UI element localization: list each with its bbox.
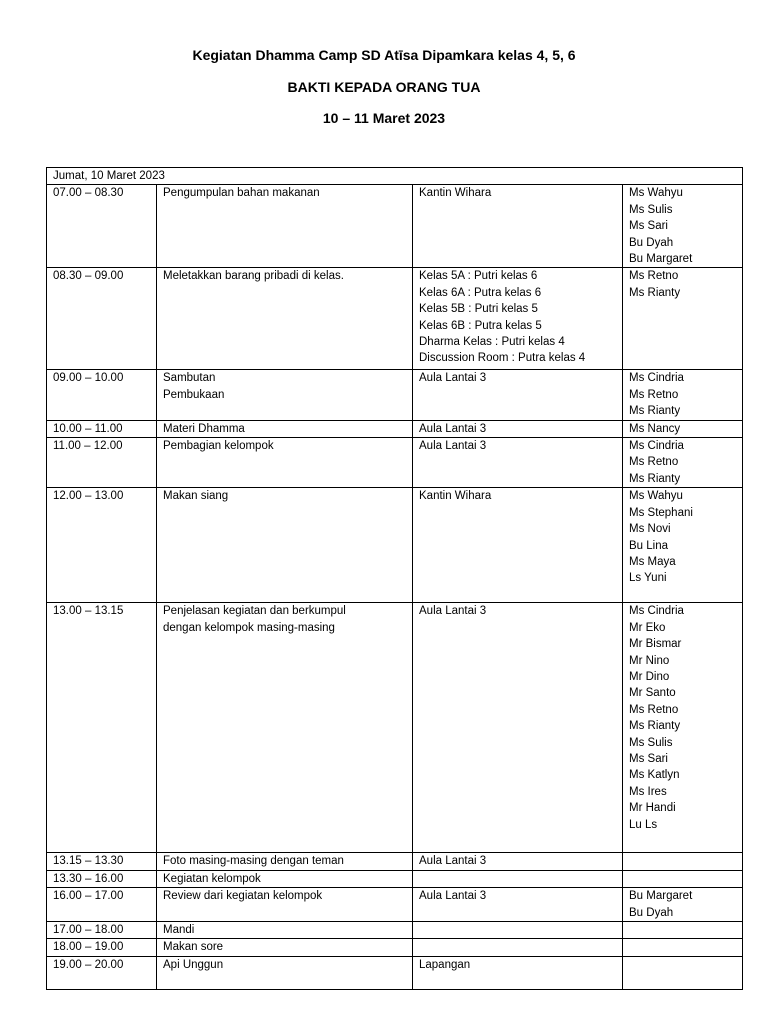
time-cell: 19.00 – 20.00 [47, 956, 157, 989]
pic-name: Bu Margaret [629, 253, 693, 266]
pic-name: Ms Sulis [629, 736, 673, 749]
activity-cell [157, 185, 413, 268]
pic-name: Ms Rianty [629, 720, 681, 733]
time-cell: 17.00 – 18.00 [47, 921, 157, 938]
activity-line: Kegiatan kelompok [163, 872, 261, 885]
time-cell: 13.00 – 13.15 [47, 603, 157, 853]
day-label: Jumat, 10 Maret 2023 [47, 168, 743, 185]
location-line: Aula Lantai 3 [419, 372, 487, 385]
pic-name: Mr Nino [629, 654, 670, 667]
activity-cell [157, 603, 413, 853]
activity-cell [157, 268, 413, 370]
location-line: Dharma Kelas : Putri kelas 4 [419, 336, 565, 349]
document-subtitle: BAKTI KEPADA ORANG TUA [287, 79, 481, 95]
location-line: Aula Lantai 3 [419, 855, 487, 868]
time-cell: 13.30 – 16.00 [47, 870, 157, 887]
pic-name: Ms Wahyu [629, 187, 683, 200]
activity-line: Materi Dhamma [163, 422, 245, 435]
pic-name: Mr Dino [629, 670, 670, 683]
pic-name: Ms Ires [629, 785, 667, 798]
location-cell [413, 420, 623, 437]
pic-name: Ms Stephani [629, 506, 693, 519]
pic-cell [623, 438, 743, 488]
time-cell: 12.00 – 13.00 [47, 488, 157, 603]
schedule-row [47, 921, 743, 938]
time-cell: 11.00 – 12.00 [47, 438, 157, 488]
pic-name: Mr Bismar [629, 638, 682, 651]
pic-name: Ms Rianty [629, 472, 681, 485]
schedule-row [47, 420, 743, 437]
location-cell [413, 853, 623, 870]
activity-cell [157, 888, 413, 922]
pic-name: Ms Retno [629, 388, 679, 401]
pic-name: Bu Margaret [629, 890, 693, 903]
location-cell [413, 603, 623, 853]
pic-name: Ms Cindria [629, 605, 684, 618]
activity-line: Pembagian kelompok [163, 440, 274, 453]
schedule-row [47, 956, 743, 989]
pic-name: Ms Sari [629, 220, 668, 233]
pic-name: Ms Katlyn [629, 769, 680, 782]
activity-line: Pengumpulan bahan makanan [163, 187, 320, 200]
schedule-table [46, 167, 743, 990]
activity-line: dengan kelompok masing-masing [163, 621, 335, 634]
pic-cell [623, 488, 743, 603]
location-line: Kelas 6B : Putra kelas 5 [419, 319, 542, 332]
pic-cell [623, 185, 743, 268]
pic-name: Ms Retno [629, 456, 679, 469]
location-line: Kelas 6A : Putra kelas 6 [419, 286, 542, 299]
pic-name: Ms Retno [629, 270, 679, 283]
schedule-row [47, 888, 743, 922]
time-cell: 18.00 – 19.00 [47, 939, 157, 956]
schedule-row [47, 488, 743, 603]
location-line: Aula Lantai 3 [419, 422, 487, 435]
location-line: Discussion Room : Putra kelas 4 [419, 352, 586, 365]
schedule-row [47, 438, 743, 488]
schedule-row [47, 268, 743, 370]
pic-name: Ms Sari [629, 752, 668, 765]
location-cell [413, 438, 623, 488]
pic-name: Bu Dyah [629, 906, 674, 919]
pic-name: Ms Rianty [629, 405, 681, 418]
activity-line: Penjelasan kegiatan dan berkumpul [163, 605, 346, 618]
pic-name: Mr Handi [629, 802, 676, 815]
location-cell [413, 888, 623, 922]
location-cell [413, 268, 623, 370]
time-cell: 08.30 – 09.00 [47, 268, 157, 370]
pic-name: Ms Retno [629, 703, 679, 716]
pic-name: Lu Ls [629, 818, 658, 831]
document-date-range: 10 – 11 Maret 2023 [322, 110, 446, 126]
pic-name: Ms Rianty [629, 286, 681, 299]
activity-line: Sambutan [163, 372, 216, 385]
location-line: Aula Lantai 3 [419, 440, 487, 453]
activity-cell [157, 420, 413, 437]
schedule-row [47, 603, 743, 853]
location-cell [413, 185, 623, 268]
activity-cell [157, 488, 413, 603]
activity-cell [157, 921, 413, 938]
activity-line: Pembukaan [163, 388, 225, 401]
activity-line: Meletakkan barang pribadi di kelas. [163, 270, 344, 283]
pic-cell [623, 268, 743, 370]
location-line: Kelas 5A : Putri kelas 6 [419, 270, 538, 283]
location-cell [413, 939, 623, 956]
schedule-row [47, 370, 743, 420]
document-title: Kegiatan Dhamma Camp SD Atīsa Dipamkara kelas 4, 5, 6 [192, 47, 576, 63]
time-cell: 10.00 – 11.00 [47, 420, 157, 437]
pic-name: Mr Santo [629, 687, 676, 700]
schedule-row [47, 870, 743, 887]
pic-name: Ms Novi [629, 523, 671, 536]
pic-cell [623, 603, 743, 853]
location-line: Kelas 5B : Putri kelas 5 [419, 303, 538, 316]
location-line: Aula Lantai 3 [419, 890, 487, 903]
pic-name: Bu Lina [629, 539, 669, 552]
time-cell: 16.00 – 17.00 [47, 888, 157, 922]
pic-name: Ms Cindria [629, 440, 684, 453]
activity-line: Makan sore [163, 941, 224, 954]
activity-line: Review dari kegiatan kelompok [163, 890, 323, 903]
activity-line: Mandi [163, 923, 195, 936]
activity-cell [157, 438, 413, 488]
activity-cell [157, 939, 413, 956]
day-header-row [47, 168, 743, 185]
location-cell [413, 370, 623, 420]
location-line: Aula Lantai 3 [419, 605, 487, 618]
pic-cell [623, 939, 743, 956]
location-cell [413, 921, 623, 938]
location-line: Kantin Wihara [419, 490, 492, 503]
pic-cell [623, 853, 743, 870]
pic-name: Mr Eko [629, 621, 666, 634]
pic-cell [623, 888, 743, 922]
activity-line: Foto masing-masing dengan teman [163, 855, 344, 868]
pic-cell [623, 420, 743, 437]
pic-cell [623, 921, 743, 938]
time-cell: 07.00 – 08.30 [47, 185, 157, 268]
location-cell [413, 488, 623, 603]
pic-name: Ms Sulis [629, 203, 673, 216]
pic-name: Ms Maya [629, 555, 676, 568]
pic-name: Ms Cindria [629, 372, 684, 385]
schedule-row [47, 185, 743, 268]
pic-name: Ms Nancy [629, 422, 681, 435]
location-line: Lapangan [419, 958, 471, 971]
schedule-row [47, 853, 743, 870]
pic-name: Bu Dyah [629, 236, 674, 249]
activity-cell [157, 853, 413, 870]
schedule-body [47, 168, 743, 990]
pic-name: Ls Yuni [629, 572, 667, 585]
schedule-row [47, 939, 743, 956]
activity-cell [157, 370, 413, 420]
activity-line: Makan siang [163, 490, 229, 503]
location-cell [413, 870, 623, 887]
pic-cell [623, 870, 743, 887]
location-line: Kantin Wihara [419, 187, 492, 200]
pic-cell [623, 370, 743, 420]
location-cell [413, 956, 623, 989]
activity-line: Api Unggun [163, 958, 224, 971]
activity-cell [157, 870, 413, 887]
activity-cell [157, 956, 413, 989]
time-cell: 09.00 – 10.00 [47, 370, 157, 420]
pic-cell [623, 956, 743, 989]
time-cell: 13.15 – 13.30 [47, 853, 157, 870]
pic-name: Ms Wahyu [629, 490, 683, 503]
